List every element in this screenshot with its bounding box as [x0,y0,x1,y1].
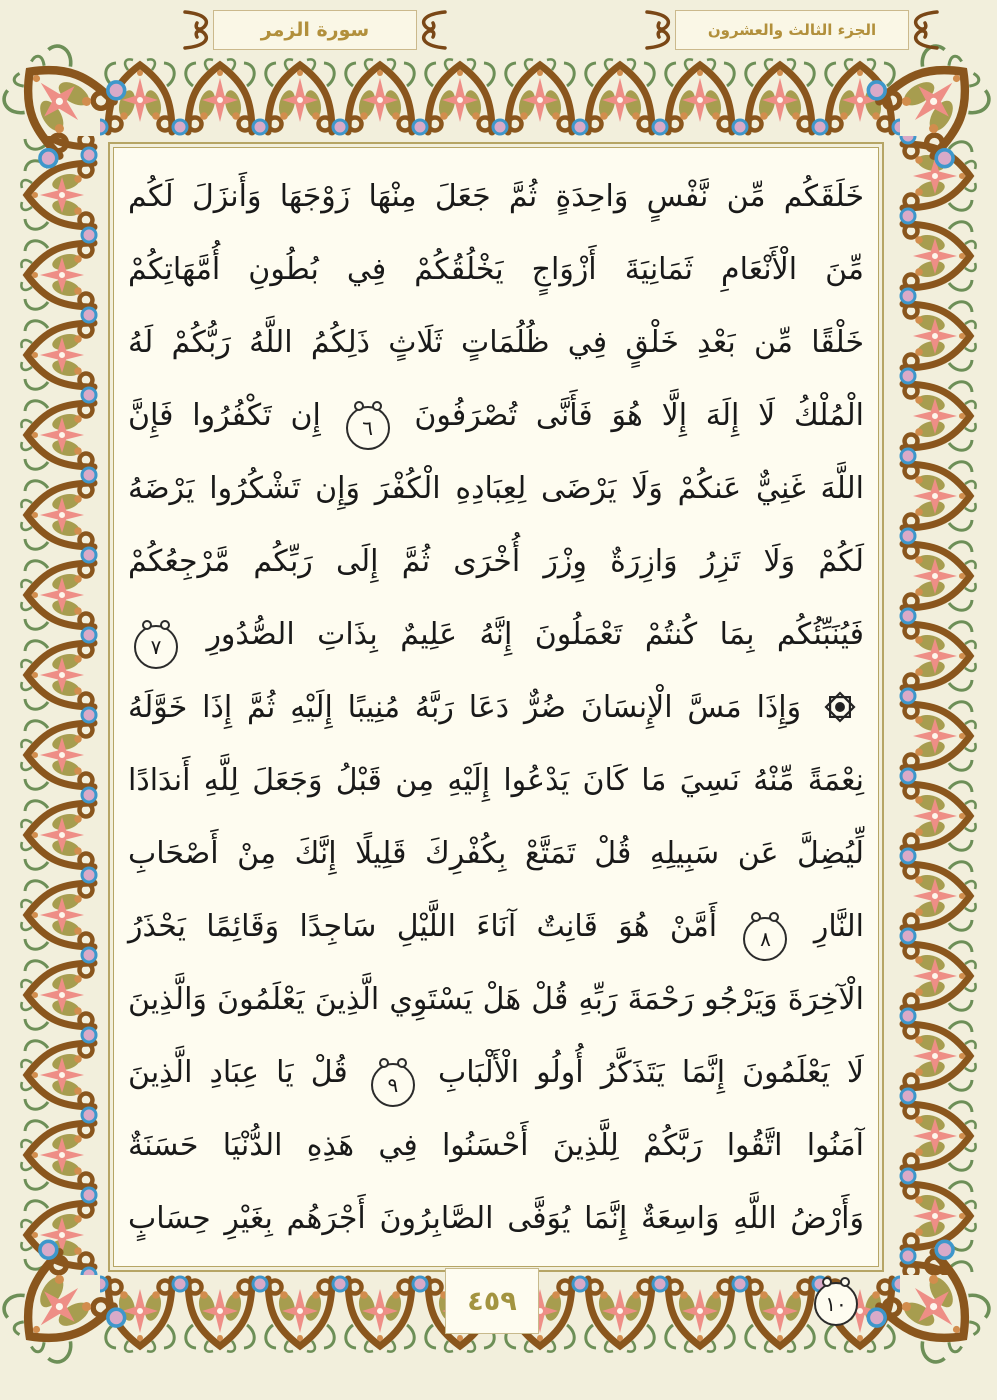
ornament-bracket-icon [417,8,447,52]
ornament-bracket-icon [645,8,675,52]
juz-title-cartouche [645,8,939,52]
quran-text: مِّنَ الْأَنْعَامِ ثَمَانِيَةَ أَزْوَاجٍ يَخْلُقُكُمْ فِي بُطُونِ أُمَّهَاتِكُمْ [128,252,864,287]
page-number: ٤٥٩ [467,1285,517,1317]
quran-line [128,598,864,671]
quran-text: إِن تَكْفُرُوا فَإِنَّ [128,398,340,433]
quran-line [128,233,864,306]
quran-text: وَإِذَا مَسَّ الْإِنسَانَ ضُرٌّ دَعَا رَبَّهُ مُنِيبًا إِلَيْهِ ثُمَّ إِذَا خَوَّلَهُ [128,690,816,725]
juz-title: الجزء الثالث والعشرون [675,10,909,50]
quran-text: الْآخِرَةَ وَيَرْجُو رَحْمَةَ رَبِّهِ قُلْ هَلْ يَسْتَوِي الَّذِينَ يَعْلَمُونَ وَالَّذِينَ [128,982,864,1017]
quran-line [128,744,864,817]
ornament-bracket-icon [183,8,213,52]
quran-text: لِّيُضِلَّ عَن سَبِيلِهِ قُلْ تَمَتَّعْ بِكُفْرِكَ قَلِيلًا إِنَّكَ مِنْ أَصْحَابِ [128,836,864,871]
quran-text: لَا يَعْلَمُونَ إِنَّمَا يَتَذَكَّرُ أُولُو الْأَلْبَابِ [420,1055,865,1090]
quran-text: نِعْمَةً مِّنْهُ نَسِيَ مَا كَانَ يَدْعُوا إِلَيْهِ مِن قَبْلُ وَجَعَلَ لِلَّهِ أَندَادًا [128,763,864,798]
ayah-end-medallion: ٨ [743,917,787,961]
quran-line [128,160,864,233]
quran-line [128,1109,864,1182]
ayah-end-medallion: ٧ [134,625,178,669]
quran-text: وَأَرْضُ اللَّهِ وَاسِعَةٌ إِنَّمَا يُوَفَّى الصَّابِرُونَ أَجْرَهُم بِغَيْرِ حِسَابٍ [128,1201,864,1236]
ornament-bracket-icon [909,8,939,52]
quran-line [128,671,864,744]
quran-text: لَكُمْ وَلَا تَزِرُ وَازِرَةٌ وِزْرَ أُخْرَى ثُمَّ إِلَى رَبِّكُم مَّرْجِعُكُمْ [128,544,864,579]
surah-title: سورة الزمر [213,10,417,50]
ayah-end-medallion: ٩ [371,1063,415,1107]
quran-text: فَيُنَبِّئُكُم بِمَا كُنتُمْ تَعْمَلُونَ إِنَّهُ عَلِيمٌ بِذَاتِ الصُّدُورِ [184,617,864,652]
ayah-end-medallion: ٦ [346,406,390,450]
quran-line [128,379,864,452]
quran-text: أَمَّنْ هُوَ قَانِتٌ آنَاءَ اللَّيْلِ سَاجِدًا وَقَائِمًا يَحْذَرُ [128,909,738,944]
quran-line [128,817,864,890]
quran-line [128,1036,864,1109]
quran-line [128,963,864,1036]
quran-text: خَلَقَكُم مِّن نَّفْسٍ وَاحِدَةٍ ثُمَّ جَعَلَ مِنْهَا زَوْجَهَا وَأَنزَلَ لَكُم [128,179,864,214]
quran-text: الْمُلْكُ لَا إِلَهَ إِلَّا هُوَ فَأَنَّى تُصْرَفُونَ [395,398,864,433]
surah-title-cartouche [183,8,447,52]
quran-text: اللَّهَ غَنِيٌّ عَنكُمْ وَلَا يَرْضَى لِعِبَادِهِ الْكُفْرَ وَإِن تَشْكُرُوا يَرْضَهُ [128,471,864,506]
page-number-box [445,1268,539,1334]
quran-text: النَّارِ [793,909,864,944]
quran-line [128,306,864,379]
quran-line [128,452,864,525]
quran-text: خَلْقًا مِّن بَعْدِ خَلْقٍ فِي ظُلُمَاتٍ ثَلَاثٍ ذَلِكُمُ اللَّهُ رَبُّكُمْ لَهُ [128,325,864,360]
quran-line [128,890,864,963]
rub-el-hizb-icon [822,679,858,752]
quran-text: آمَنُوا اتَّقُوا رَبَّكُمْ لِلَّذِينَ أَحْسَنُوا فِي هَذِهِ الدُّنْيَا حَسَنَةٌ [128,1128,864,1163]
quran-line [128,525,864,598]
ayah-end-medallion: ١٠ [814,1282,858,1326]
quran-text: قُلْ يَا عِبَادِ الَّذِينَ [128,1055,365,1090]
